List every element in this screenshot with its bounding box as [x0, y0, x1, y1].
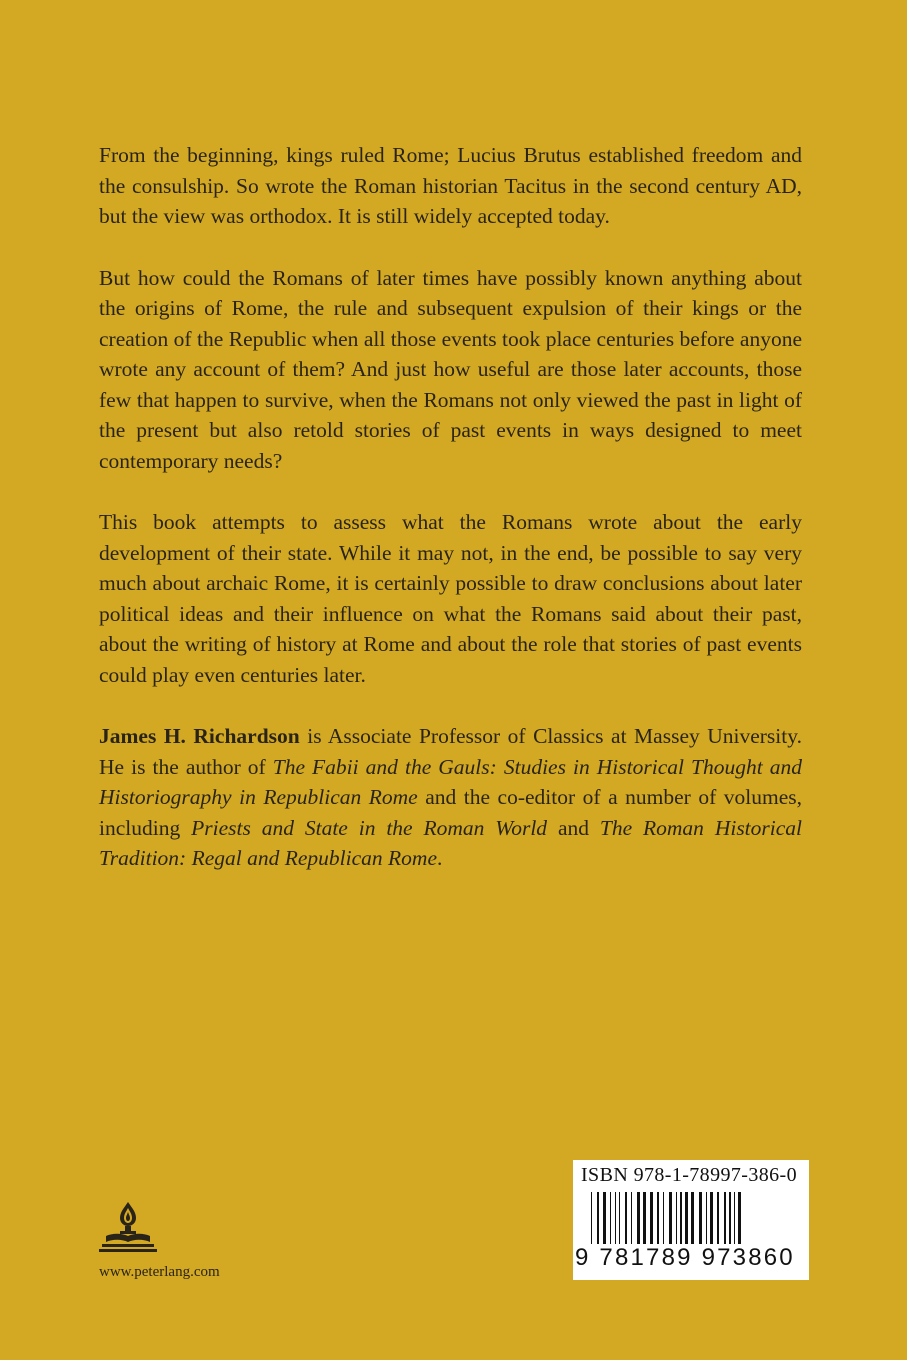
barcode-bar: [680, 1192, 682, 1244]
barcode-bar: [619, 1192, 620, 1244]
barcode-bar: [643, 1192, 646, 1244]
publisher-url[interactable]: www.peterlang.com: [99, 1264, 220, 1280]
barcode-bar: [706, 1192, 707, 1244]
barcode-bar: [717, 1192, 719, 1244]
author-book-title-3: The Roman Historical Tradition: Regal and Republican Rome: [99, 815, 803, 870]
barcode-bar: [669, 1192, 672, 1244]
barcode-bars: [577, 1192, 805, 1244]
barcode-digits: 9 781789 973860: [575, 1244, 795, 1271]
barcode-bar: [710, 1192, 713, 1244]
author-bio-text-3: and: [547, 815, 600, 840]
author-bio-text-4: .: [437, 846, 443, 870]
barcode-bar: [597, 1192, 599, 1244]
barcode-bar: [691, 1192, 694, 1244]
author-bio-text-1: is Associate Professor of Classics at Massey University. He is the author of: [99, 724, 802, 779]
back-cover-blurb: [99, 140, 802, 874]
barcode-bar: [685, 1192, 688, 1244]
barcode-bar: [657, 1192, 659, 1244]
barcode-bar: [603, 1192, 606, 1244]
barcode-bar: [610, 1192, 611, 1244]
author-bio-text-2: and the co-editor of a number of volumes, including: [99, 785, 802, 840]
blurb-paragraph-1: From the beginning, kings ruled Rome; Lucius Brutus established freedom and the consulship. So wrote the Roman historian Tacitus in the second century AD, but the view was orthodox. It is still widely accepted today.: [99, 143, 802, 228]
barcode-bar: [650, 1192, 653, 1244]
isbn-barcode-box: [573, 1160, 809, 1280]
barcode-bar: [724, 1192, 726, 1244]
barcode-bar: [637, 1192, 640, 1244]
barcode-bar: [591, 1192, 592, 1244]
author-name: James H. Richardson: [99, 724, 300, 748]
barcode-bar: [631, 1192, 632, 1244]
barcode-bar: [729, 1192, 731, 1244]
barcode-bar: [734, 1192, 735, 1244]
blurb-paragraph-3: This book attempts to assess what the Romans wrote about the early development of their state. While it may not, in the end, be possible to say very much about archaic Rome, it is certainly possible to draw conclusions about later political ideas and their influence on what the Romans said about their past, about the writing of history at Rome and about the role that stories of past events could play even centuries later.: [99, 510, 802, 687]
peter-lang-logo-icon: [98, 1200, 158, 1258]
author-bio: [99, 721, 802, 874]
barcode-bar: [738, 1192, 741, 1244]
barcode-bar: [615, 1192, 616, 1244]
barcode-bar: [699, 1192, 702, 1244]
blurb-paragraph-2: But how could the Romans of later times have possibly known anything about the origins of Rome, the rule and subsequent expulsion of their kings or the creation of the Republic when all those events took place centuries before anyone wrote any account of them? And just how useful are those later accounts, those few that happen to survive, when the Romans not only viewed the past in light of the present but also retold stories of past events in ways designed to meet contemporary needs?: [99, 265, 802, 473]
barcode-bar: [625, 1192, 627, 1244]
author-book-title-2: Priests and State in the Roman World: [191, 815, 548, 840]
isbn-label: ISBN 978-1-78997-386-0: [581, 1164, 798, 1186]
barcode-bar: [676, 1192, 677, 1244]
author-book-title-1: The Fabii and the Gauls: Studies in Historical Thought and Historiography in Republican Rome: [99, 754, 802, 809]
barcode-bar: [663, 1192, 664, 1244]
